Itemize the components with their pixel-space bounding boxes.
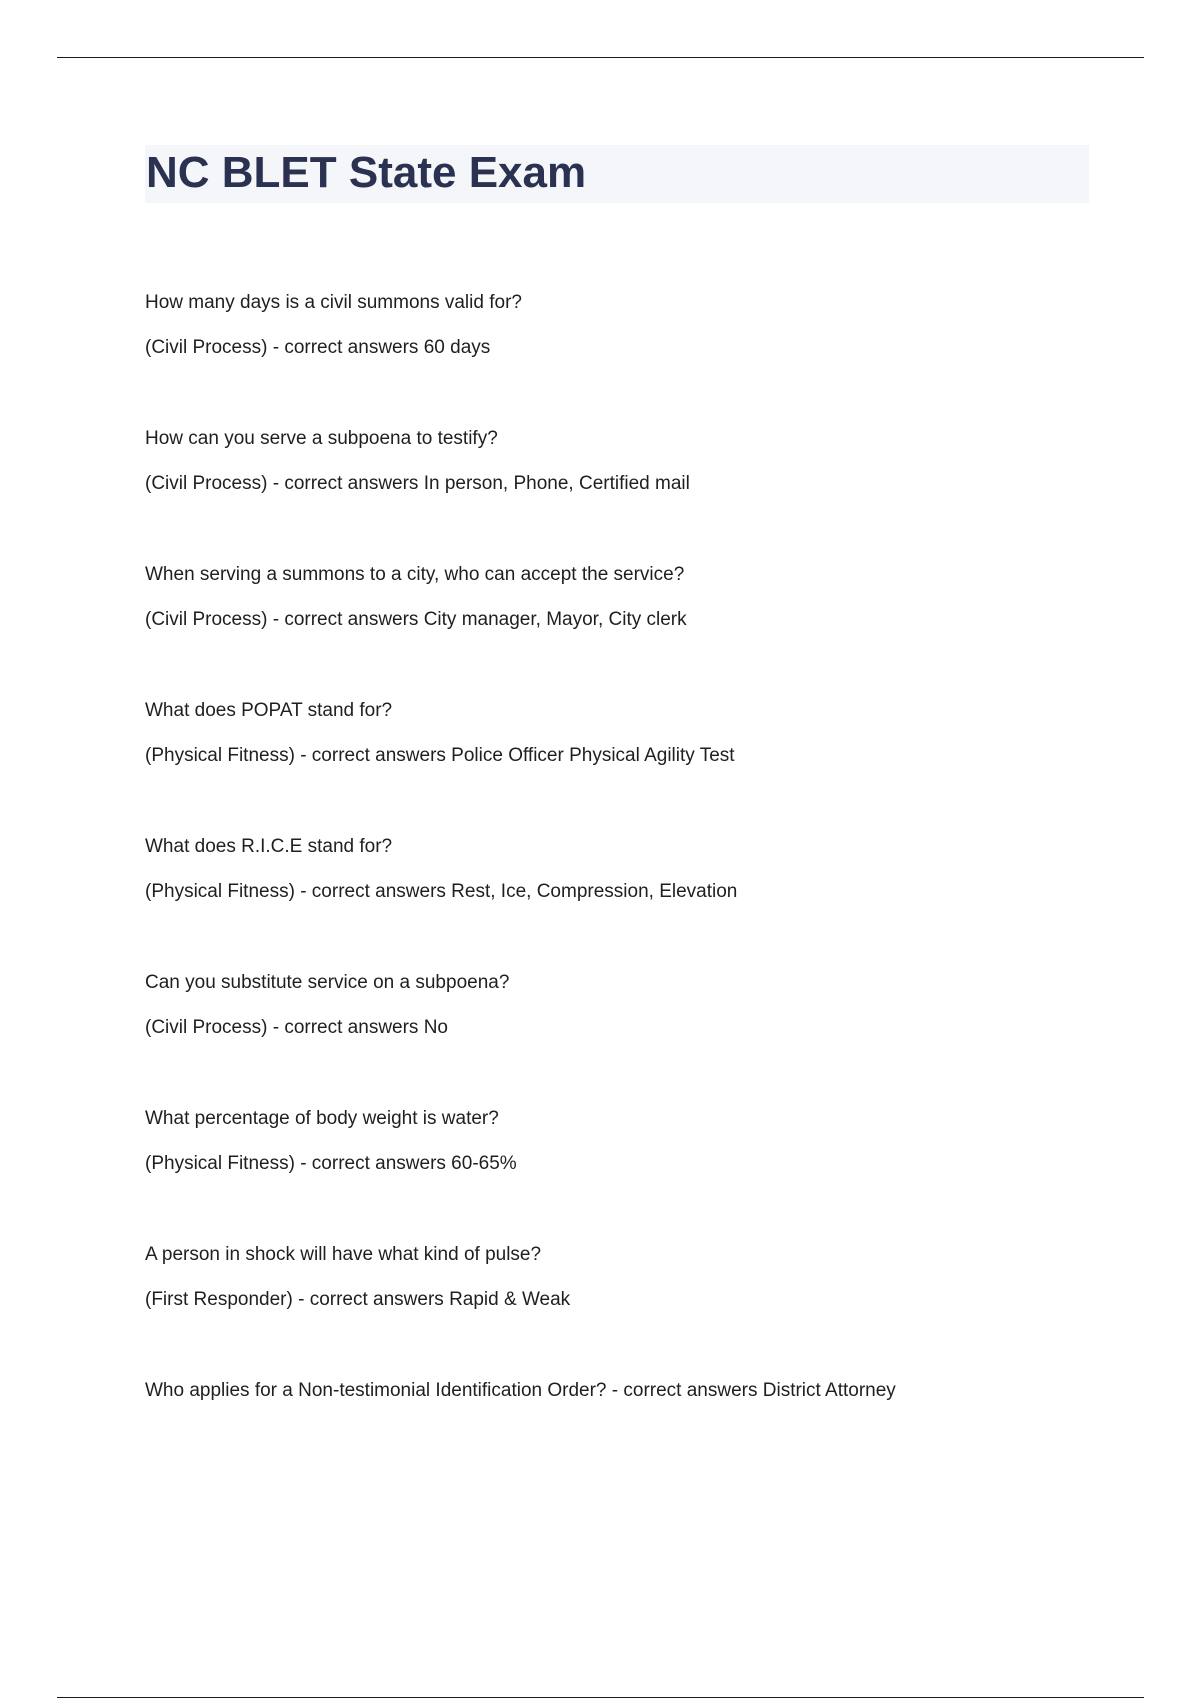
answer-text: (First Responder) - correct answers Rapid & Weak — [145, 1289, 571, 1310]
qa-item — [145, 1242, 1105, 1378]
qa-item — [145, 426, 1105, 562]
qa-item — [145, 834, 1105, 970]
qa-item — [145, 970, 1105, 1106]
answer-text: (Civil Process) - correct answers In person, Phone, Certified mail — [145, 473, 690, 494]
answer-text: (Physical Fitness) - correct answers Police Officer Physical Agility Test — [145, 745, 735, 766]
question-text: When serving a summons to a city, who can accept the service? — [145, 564, 685, 585]
qa-item — [145, 1378, 1105, 1514]
answer-text: (Physical Fitness) - correct answers Rest, Ice, Compression, Elevation — [145, 881, 738, 902]
answer-text: (Civil Process) - correct answers City manager, Mayor, City clerk — [145, 609, 687, 630]
header-rule — [57, 57, 1144, 58]
qa-item — [145, 562, 1105, 698]
answer-text: (Physical Fitness) - correct answers 60-65% — [145, 1153, 517, 1174]
question-text: What percentage of body weight is water? — [145, 1108, 499, 1129]
document-title: NC BLET State Exam — [146, 148, 587, 197]
qa-item — [145, 1106, 1105, 1242]
qa-item — [145, 698, 1105, 834]
answer-text: (Civil Process) - correct answers No — [145, 1017, 448, 1038]
question-text: Who applies for a Non-testimonial Identification Order? - correct answers District Attorney — [145, 1380, 896, 1401]
qa-list — [145, 290, 1105, 1514]
question-text: How can you serve a subpoena to testify? — [145, 428, 498, 449]
question-text: A person in shock will have what kind of pulse? — [145, 1244, 542, 1265]
question-text: What does R.I.C.E stand for? — [145, 836, 393, 857]
answer-text: (Civil Process) - correct answers 60 days — [145, 337, 491, 358]
question-text: How many days is a civil summons valid for? — [145, 292, 522, 313]
question-text: Can you substitute service on a subpoena? — [145, 972, 510, 993]
question-text: What does POPAT stand for? — [145, 700, 393, 721]
footer-rule — [57, 1697, 1144, 1698]
qa-item — [145, 290, 1105, 426]
